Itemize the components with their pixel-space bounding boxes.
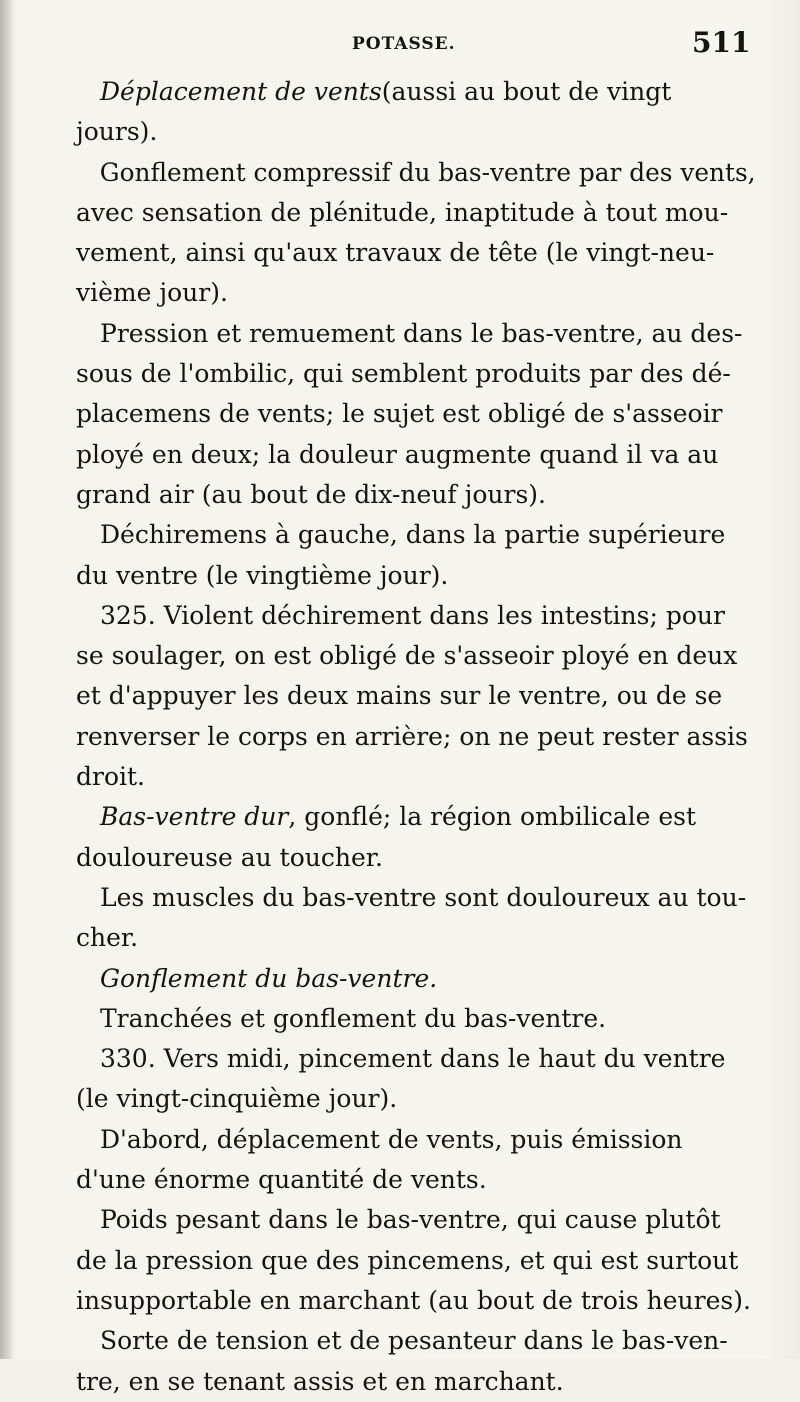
italic-text: Gonflement du bas-ventre. xyxy=(100,963,438,993)
text-line xyxy=(76,233,756,273)
page-number: 511 xyxy=(692,26,751,59)
text-segment: (aussi au bout de vingt xyxy=(381,77,672,106)
text-line xyxy=(76,556,756,596)
text-segment: ployé en deux; la douleur augmente quand il va au xyxy=(76,439,719,469)
text-segment: douloureuse au toucher. xyxy=(76,842,383,872)
text-line xyxy=(76,475,756,515)
text-segment: (le vingt-cinquième jour). xyxy=(76,1084,398,1114)
text-line xyxy=(76,72,756,112)
text-line xyxy=(76,1281,756,1321)
text-line xyxy=(76,717,756,757)
text-segment: Tranchées et gonflement du bas-ventre. xyxy=(100,1003,607,1033)
text-line xyxy=(76,1241,756,1281)
text-segment: Poids pesant dans le bas-ventre, qui cause plutôt xyxy=(100,1205,721,1235)
text-segment: sous de l'ombilic, qui semblent produits par des dé- xyxy=(76,359,731,389)
text-line xyxy=(76,153,756,193)
text-segment: d'une énorme quantité de vents. xyxy=(76,1165,487,1195)
text-line xyxy=(76,354,756,394)
running-head: POTASSE. xyxy=(352,34,456,54)
text-line xyxy=(76,959,756,999)
text-segment: droit. xyxy=(76,762,145,792)
text-segment: cher. xyxy=(76,923,139,953)
italic-text: Bas-ventre dur xyxy=(100,802,289,832)
text-line xyxy=(76,435,756,475)
text-segment: grand air (au bout de dix-neuf jours). xyxy=(76,479,546,509)
text-segment: avec sensation de plénitude, inaptitude à tout mou- xyxy=(76,197,729,227)
page-gutter-shadow xyxy=(0,0,14,1359)
text-segment: vement, ainsi qu'aux travaux de tête (le vingt-neu- xyxy=(76,238,715,268)
text-segment: Déchiremens à gauche, dans la partie supérieure xyxy=(100,520,726,550)
body-text xyxy=(76,72,756,1402)
text-line xyxy=(76,394,756,434)
text-segment: Gonflement compressif du bas-ventre par des vents, xyxy=(99,157,756,187)
text-segment: placemens de vents; le sujet est obligé de s'asseoir xyxy=(76,399,723,429)
text-segment: de la pression que des pincemens, et qui est surtout xyxy=(76,1245,739,1275)
text-line xyxy=(76,838,756,878)
text-segment: Pression et remuement dans le bas-ventre, au des- xyxy=(100,318,743,348)
text-line xyxy=(76,1039,756,1079)
text-line xyxy=(76,1362,756,1402)
text-line xyxy=(76,918,756,958)
page-header xyxy=(0,26,800,66)
text-segment: se soulager, on est obligé de s'asseoir ployé en deux xyxy=(76,641,738,671)
text-segment: du ventre (le vingtième jour). xyxy=(76,560,449,590)
text-segment: Les muscles du bas-ventre sont douloureux au tou- xyxy=(100,882,747,912)
text-line xyxy=(76,1200,756,1240)
text-segment: D'abord, déplacement de vents, puis émission xyxy=(100,1124,683,1154)
text-segment: 330. Vers midi, pincement dans le haut du ventre xyxy=(100,1044,726,1074)
text-line xyxy=(76,999,756,1039)
text-line xyxy=(76,1120,756,1160)
text-line xyxy=(76,273,756,313)
text-segment: jours). xyxy=(76,117,158,147)
text-line xyxy=(76,1160,756,1200)
text-line xyxy=(76,1079,756,1119)
text-segment: renverser le corps en arrière; on ne peut rester assis xyxy=(76,721,748,751)
text-line xyxy=(76,193,756,233)
text-line xyxy=(76,878,756,918)
italic-text: Déplacement de vents xyxy=(100,77,382,106)
text-line xyxy=(76,676,756,716)
text-segment: 325. Violent déchirement dans les intestins; pour xyxy=(100,600,725,630)
text-segment: Sorte de tension et de pesanteur dans le bas-ven- xyxy=(100,1326,728,1356)
text-segment: , gonflé; la région ombilicale est xyxy=(288,802,697,832)
text-segment: vième jour). xyxy=(76,278,228,308)
text-line xyxy=(76,636,756,676)
text-line xyxy=(76,515,756,555)
text-segment: tre, en se tenant assis et en marchant. xyxy=(76,1366,564,1396)
text-line xyxy=(76,797,756,837)
text-line xyxy=(76,314,756,354)
text-line xyxy=(76,1321,756,1361)
text-line xyxy=(76,112,756,152)
text-line xyxy=(76,596,756,636)
text-segment: insupportable en marchant (au bout de trois heures). xyxy=(76,1285,751,1315)
text-segment: et d'appuyer les deux mains sur le ventre, ou de se xyxy=(76,681,723,711)
text-line xyxy=(76,757,756,797)
